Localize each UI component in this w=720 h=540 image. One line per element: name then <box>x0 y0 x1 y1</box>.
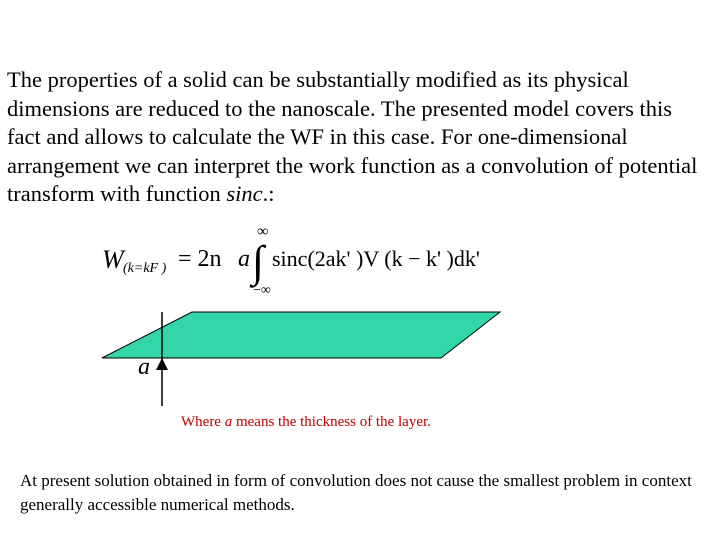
sinc-term: sinc <box>226 181 263 206</box>
intro-text: The properties of a solid can be substantially modified as its physical dimensions are reduced to the nanoscale. The presented model covers this fact and allows to calculate the WF in this case. For one-dimensional arrangement we can interpret the work function as a convolution of potential transform with function <box>7 67 698 206</box>
integral-sign: ∫ <box>252 237 265 286</box>
formula-factor-a: a <box>238 246 250 272</box>
formula-lower-limit: −∞ <box>253 283 271 298</box>
intro-text-end: .: <box>262 181 275 206</box>
thickness-label: a <box>138 354 150 380</box>
layer-diagram <box>95 300 505 412</box>
caption-prefix: Where <box>181 414 225 430</box>
work-function-formula <box>100 220 520 300</box>
figure-caption <box>181 414 431 431</box>
formula-equals: = 2n <box>178 246 222 272</box>
caption-variable: a <box>224 414 233 430</box>
formula-upper-limit: ∞ <box>257 223 269 240</box>
intro-paragraph <box>7 66 707 209</box>
closing-paragraph: At present solution obtained in form of convolution does not cause the smallest problem in context generally accessible numerical methods. <box>20 471 692 514</box>
formula-subscript: (k=kF ) <box>123 261 167 276</box>
arrow-head-icon <box>156 358 168 370</box>
formula-lhs: W <box>102 245 124 274</box>
formula-integrand: sinc(2ak' )V (k − k' )dk' <box>272 246 480 271</box>
caption-suffix: means the thickness of the layer. <box>232 414 431 430</box>
